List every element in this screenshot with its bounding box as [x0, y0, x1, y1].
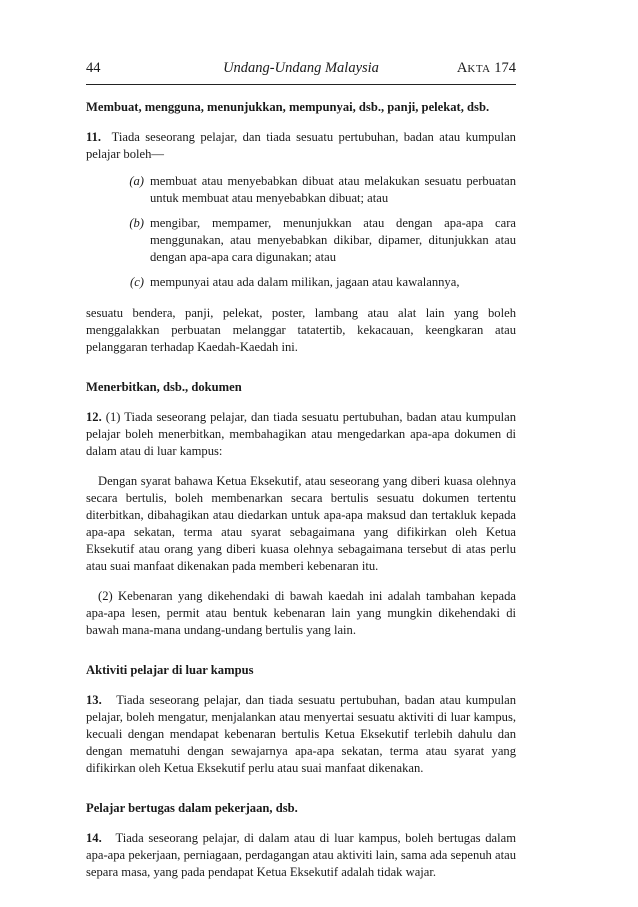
- item-label: (c): [130, 275, 144, 289]
- item-label: (b): [129, 216, 144, 230]
- item-text: mempunyai atau ada dalam milikan, jagaan atau kawalannya,: [150, 275, 460, 289]
- section-13-text: 13. Tiada seseorang pelajar, dan tiada sesuatu pertubuhan, badan atau kumpulan pelajar, boleh mengatur, menjalankan atau menyertai sesuatu aktiviti di luar kampus, kecuali dengan mendapat kebenaran bertulis Ketua Eksekutif terlebih dahulu dan dengan mematuhi dengan sewajarnya apa-apa sekatan, terma atau syarat yang difikirkan oleh Ketua Eksekutif perlu atau suai manfaat dikenakan.: [86, 693, 516, 775]
- section-12-para-2: (2) Kebenaran yang dikehendaki di bawah kaedah ini adalah tambahan kepada apa-apa lesen, permit atau bentuk kebenaran lain yang mungkin dikehendaki di bawah mana-mana undang-undang bertulis yang lain.: [86, 589, 516, 637]
- section-14-heading: Pelajar bertugas dalam pekerjaan, dsb.: [86, 801, 298, 815]
- section-12-proviso: Dengan syarat bahawa Ketua Eksekutif, atau seseorang yang diberi kuasa olehnya secara bertulis, boleh membenarkan secara bertulis sesuatu dokumen tertentu diterbitkan, dibahagikan atau diedarkan untuk apa-apa maksud dan tertakluk kepada apa-apa sekatan, terma atau syarat sebagaimana yang difikirkan oleh Ketua Eksekutif atau orang yang diberi kuasa olehnya sebagaimana tersebut di atas perlu atau suai manfaat dikenakan pada memberi kebenaran itu.: [86, 474, 516, 573]
- list-item: [86, 173, 516, 207]
- section-14-text: 14. Tiada seseorang pelajar, di dalam atau di luar kampus, boleh bertugas dalam apa-apa pekerjaan, perniagaan, perdagangan atau aktiviti lain, sama ada sepenuh atau separa masa, yang pada pendapat Ketua Eksekutif adalah tidak wajar.: [86, 831, 517, 879]
- section-11-heading: Membuat, mengguna, menunjukkan, mempunyai, dsb., panji, pelekat, dsb.: [86, 100, 490, 114]
- page-header: [86, 60, 516, 82]
- list-item: [86, 274, 516, 291]
- list-item: [86, 215, 516, 266]
- section-11-items: [86, 173, 516, 291]
- section-12-para-1: 12. (1) Tiada seseorang pelajar, dan tiada sesuatu pertubuhan, badan atau kumpulan pelajar boleh menerbitkan, membahagikan atau mengedarkan apa-apa dokumen di dalam atau di luar kampus:: [86, 410, 517, 458]
- page-number: 44: [86, 60, 101, 76]
- running-title: Undang-Undang Malaysia: [223, 60, 379, 76]
- item-text: mengibar, mempamer, menunjukkan atau dengan apa-apa cara menggunakan, atau menyebabkan dikibar, dipamer, ditunjukkan atau dengan apa-apa cara digunakan; atau: [150, 216, 516, 264]
- section-14-number: 14.: [86, 831, 102, 845]
- item-text: membuat atau menyebabkan dibuat atau melakukan sesuatu perbuatan untuk membuat atau menyebabkan dibuat; atau: [150, 174, 516, 205]
- section-12-heading: Menerbitkan, dsb., dokumen: [86, 380, 242, 394]
- section-11-intro: 11. Tiada seseorang pelajar, dan tiada sesuatu pertubuhan, badan atau kumpulan pelajar boleh—: [86, 130, 516, 161]
- document-page: [86, 60, 516, 881]
- act-number: AKTA 174: [456, 60, 516, 76]
- section-11-closing: sesuatu bendera, panji, pelekat, poster, lambang atau alat lain yang boleh menggalakkan perbuatan melanggar tatatertib, kekacauan, keengkaran atau pelanggaran terhadap Kaedah-Kaedah ini.: [86, 306, 516, 354]
- section-13-heading: Aktiviti pelajar di luar kampus: [86, 663, 254, 677]
- section-11-number: 11.: [86, 130, 102, 144]
- item-label: (a): [129, 174, 144, 188]
- section-13-number: 13.: [86, 693, 102, 707]
- section-12-number: 12.: [86, 410, 102, 424]
